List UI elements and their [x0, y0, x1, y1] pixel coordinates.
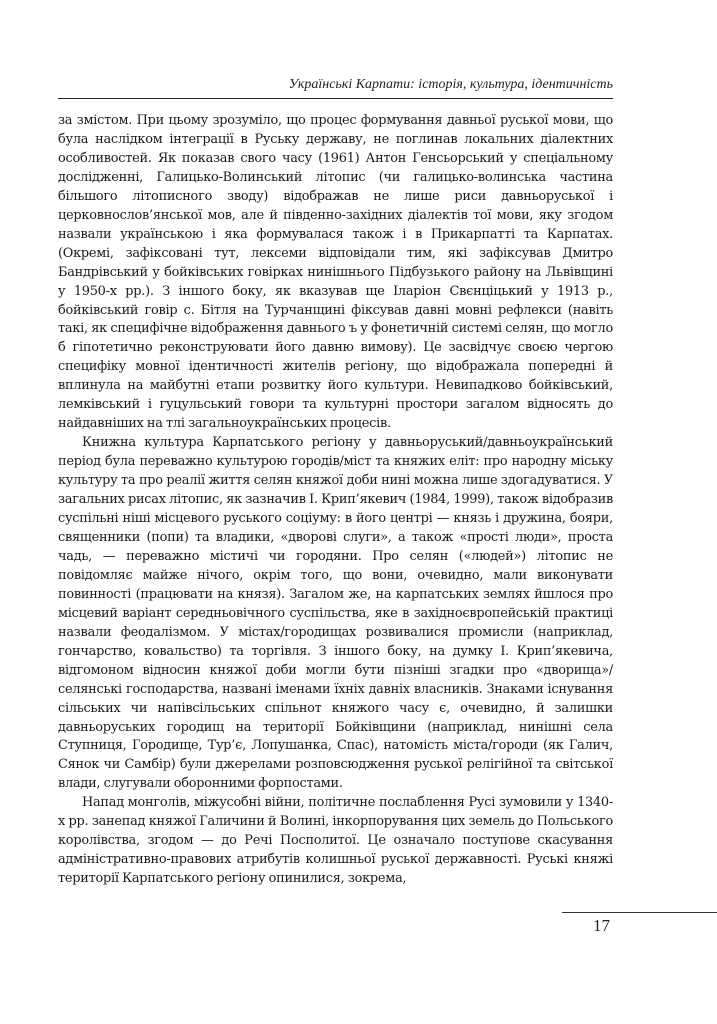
running-header — [58, 76, 613, 99]
running-title: Українські Карпати: історія, культура, ідентичність — [288, 77, 613, 92]
paragraph-3: Напад монголів, міжусобні війни, політичне послаблення Русі зумовили у 1340-х рр. занепад княжої Галичини й Волині, інкорпорування цих земель до Польського королівства, згодом — до Речі Посполитої. Це означало поступове скасування адміністративно-правових атрибутів колишньої руської державності. Руські княжі території Карпатського регіону опинилися, зокрема, — [58, 795, 613, 887]
page-number: 17 — [593, 916, 610, 935]
paragraph-2: Книжна культура Карпатського регіону у давньоруський/давньоукраїнський період була переважно культурою городів/міст та княжих еліт: про народну міську культуру та про реалії життя селян княжої доби нині можна лише здогадуватися. У загальних рисах літопис, як зазначив І. Крип’якевич (1984, 1999), також відобразив суспільні ніші місцевого руського соціуму: в його центрі — князь і дружина, бояри, священники (попи) та владики, «дворові слуги», а також «прості люди», проста чадь, — переважно містичі чи городяни. Про селян («людей») літопис не повідомляє майже нічого, окрім того, що вони, очевидно, мали виконувати повинності (працювати на князя). Загалом же, на карпатських землях йшлося про місцевий варіант середньовічного суспільства, яке в західноєвропейській практиці назвали феодалізмом. У містах/городищах розвивалися промисли (наприклад, гончарство, ковальство) та торгівля. З іншого боку, на думку І. Крип’якевича, відгомоном відносин княжої доби могли бути пізніші згадки про «дворища»/селянські господарства, названі іменами їхніх давніх власників. Знаками існування сільських чи напівсільських спільнот княжого часу є, очевидно, й залишки давньоруських городищ на території Бойківщини (наприклад, нинішні села Ступниця, Городище, Тур’є, Лопушанка, Спас), натомість міста/городи (як Галич, Сянок чи Самбір) були джерелами розповсюдження руської релігійної та світської влади, слугували оборонними форпостами. — [58, 435, 613, 792]
main-text — [58, 112, 613, 889]
footer-rule — [562, 912, 717, 913]
paragraph-1: за змістом. При цьому зрозуміло, що процес формування давньої руської мови, що була наслідком інтеграції в Руську державу, не поглинав локальних діалектних особливостей. Як показав свого часу (1961) Антон Генсьорський у спеціальному дослідженні, Галицько-Волинський літопис (чи галицько-волинська частина більшого літописного зводу) відображав не лише риси давньоруської і церковнослов’янської мов, але й південно-західних діалектів тої мови, яку згодом назвали українською і яка формувалася також і в Прикарпатті та Карпатах. (Окремі, зафіксовані тут, лексеми відповідали тим, які зафіксував Дмитро Бандрівський у бойківських говірках нинішнього Підбузького району на Львівщині у 1950-х рр.). З іншого боку, як вказував ще Іларіон Свєнціцький у 1913 р., бойківський говір с. Бітля на Турчанщині фіксував давні мовні рефлекси (навіть такі, як специфічне відображення давнього ъ у фонетичній системі селян, що могло б гіпотетично реконструювати його давню вимову). Це засвідчує своєю чергою специфіку мовної ідентичності жителів регіону, що відображала попередні й вплинула на майбутні етапи розвитку його культури. Невипадково бойківський, лемківський і гуцульський говори та культурні простори загалом відносять до найдавніших на тлі загальноукраїнських процесів. — [58, 113, 613, 432]
